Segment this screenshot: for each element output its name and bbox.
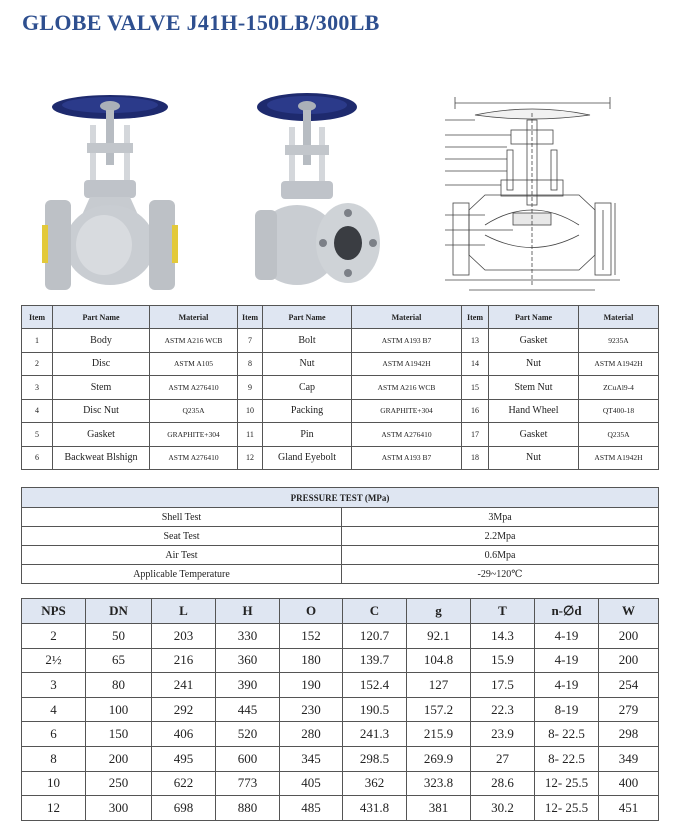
product-images: [0, 85, 675, 300]
dimension-cell: 292: [152, 697, 216, 722]
part-material: ASTM A276410: [150, 446, 238, 470]
dimension-cell: 345: [280, 746, 343, 771]
part-material: ASTM A105: [150, 352, 238, 376]
col-header-t: T: [471, 599, 535, 624]
dimension-cell: 92.1: [407, 624, 471, 649]
table-row: [22, 624, 659, 649]
valve-photo-front: [40, 85, 180, 295]
dimension-cell: 4-19: [535, 648, 599, 673]
part-name: Disc: [53, 352, 150, 376]
table-row: [22, 673, 659, 698]
item-number: 5: [22, 423, 53, 447]
valve-cross-section-drawing: [445, 85, 620, 300]
dimension-cell: 6: [22, 722, 86, 747]
dimension-cell: 4-19: [535, 624, 599, 649]
dimension-cell: 241: [152, 673, 216, 698]
dimension-cell: 152.4: [343, 673, 407, 698]
col-header-part-name: Part Name: [53, 306, 150, 329]
item-number: 3: [22, 376, 53, 400]
table-row: [22, 796, 659, 821]
item-number: 12: [238, 446, 263, 470]
table-row: [22, 423, 659, 447]
dimension-cell: 2½: [22, 648, 86, 673]
table-row: [22, 399, 659, 423]
col-header-g: g: [407, 599, 471, 624]
part-material: ASTM A216 WCB: [150, 329, 238, 353]
dimension-cell: 12- 25.5: [535, 796, 599, 821]
col-header-material: Material: [352, 306, 462, 329]
part-material: ASTM A1942H: [352, 352, 462, 376]
test-name: Seat Test: [22, 527, 342, 546]
table-row: [22, 648, 659, 673]
item-number: 17: [462, 423, 489, 447]
dimension-cell: 241.3: [343, 722, 407, 747]
valve-photo-angle: [245, 85, 385, 300]
part-material: Q235A: [579, 423, 659, 447]
dimension-cell: 80: [86, 673, 152, 698]
part-name: Gasket: [489, 329, 579, 353]
dimension-cell: 8- 22.5: [535, 722, 599, 747]
part-material: ASTM A193 B7: [352, 446, 462, 470]
part-material: QT400-18: [579, 399, 659, 423]
table-row: [22, 771, 659, 796]
col-header-material: Material: [150, 306, 238, 329]
dimension-cell: 200: [599, 648, 659, 673]
test-name: Shell Test: [22, 508, 342, 527]
dimension-cell: 14.3: [471, 624, 535, 649]
dimension-cell: 152: [280, 624, 343, 649]
table-row: [22, 376, 659, 400]
part-name: Bolt: [263, 329, 352, 353]
part-name: Backweat Blshign: [53, 446, 150, 470]
part-name: Body: [53, 329, 150, 353]
dimension-cell: 216: [152, 648, 216, 673]
part-name: Nut: [263, 352, 352, 376]
dimension-cell: 2: [22, 624, 86, 649]
col-header-part-name: Part Name: [263, 306, 352, 329]
col-header-c: C: [343, 599, 407, 624]
dimension-cell: 157.2: [407, 697, 471, 722]
dimension-cell: 298: [599, 722, 659, 747]
dimension-cell: 495: [152, 746, 216, 771]
dimension-cell: 27: [471, 746, 535, 771]
table-row: [22, 746, 659, 771]
test-name: Air Test: [22, 546, 342, 565]
pressure-test-header: PRESSURE TEST (MPa): [22, 488, 659, 508]
part-name: Pin: [263, 423, 352, 447]
dimension-cell: 880: [216, 796, 280, 821]
dimension-cell: 100: [86, 697, 152, 722]
part-material: ZCuAl9-4: [579, 376, 659, 400]
part-name: Nut: [489, 446, 579, 470]
dimension-cell: 200: [86, 746, 152, 771]
col-header-nps: NPS: [22, 599, 86, 624]
part-material: 9235A: [579, 329, 659, 353]
dimension-cell: 215.9: [407, 722, 471, 747]
part-name: Nut: [489, 352, 579, 376]
dimension-cell: 445: [216, 697, 280, 722]
dimension-cell: 28.6: [471, 771, 535, 796]
part-material: ASTM A193 B7: [352, 329, 462, 353]
part-name: Disc Nut: [53, 399, 150, 423]
table-row: [22, 697, 659, 722]
dimension-cell: 254: [599, 673, 659, 698]
part-name: Packing: [263, 399, 352, 423]
dimension-cell: 280: [280, 722, 343, 747]
dimension-cell: 139.7: [343, 648, 407, 673]
dimension-cell: 150: [86, 722, 152, 747]
dimension-cell: 50: [86, 624, 152, 649]
part-name: Hand Wheel: [489, 399, 579, 423]
test-name: Applicable Temperature: [22, 565, 342, 584]
dimension-cell: 65: [86, 648, 152, 673]
dimension-cell: 3: [22, 673, 86, 698]
table-row: [22, 565, 659, 584]
item-number: 4: [22, 399, 53, 423]
dimension-cell: 104.8: [407, 648, 471, 673]
dimension-cell: 8-19: [535, 697, 599, 722]
dimension-cell: 381: [407, 796, 471, 821]
item-number: 9: [238, 376, 263, 400]
table-row: [22, 446, 659, 470]
dimensions-table: [21, 598, 659, 821]
dimension-cell: 520: [216, 722, 280, 747]
col-header-item: Item: [462, 306, 489, 329]
table-row: [22, 329, 659, 353]
part-material: Q235A: [150, 399, 238, 423]
table-row: [22, 527, 659, 546]
dimension-cell: 30.2: [471, 796, 535, 821]
dimension-cell: 200: [599, 624, 659, 649]
dimension-cell: 431.8: [343, 796, 407, 821]
part-name: Stem Nut: [489, 376, 579, 400]
dimension-cell: 230: [280, 697, 343, 722]
test-value: 3Mpa: [342, 508, 659, 527]
table-row: [22, 508, 659, 527]
col-header-l: L: [152, 599, 216, 624]
item-number: 15: [462, 376, 489, 400]
item-number: 2: [22, 352, 53, 376]
col-header-w: W: [599, 599, 659, 624]
dimension-cell: 360: [216, 648, 280, 673]
dimension-cell: 600: [216, 746, 280, 771]
item-number: 1: [22, 329, 53, 353]
dimension-cell: 203: [152, 624, 216, 649]
dimension-cell: 390: [216, 673, 280, 698]
item-number: 10: [238, 399, 263, 423]
dimension-cell: 22.3: [471, 697, 535, 722]
col-header-item: Item: [22, 306, 53, 329]
dimension-cell: 8- 22.5: [535, 746, 599, 771]
test-value: 0.6Mpa: [342, 546, 659, 565]
dimension-cell: 330: [216, 624, 280, 649]
col-header-n-d: n-∅d: [535, 599, 599, 624]
col-header-dn: DN: [86, 599, 152, 624]
dimension-cell: 451: [599, 796, 659, 821]
dimension-cell: 298.5: [343, 746, 407, 771]
part-name: Stem: [53, 376, 150, 400]
table-row: [22, 546, 659, 565]
dimension-cell: 362: [343, 771, 407, 796]
item-number: 8: [238, 352, 263, 376]
part-material: ASTM A1942H: [579, 446, 659, 470]
part-material: GRAPHITE+304: [150, 423, 238, 447]
dimension-cell: 120.7: [343, 624, 407, 649]
part-name: Gland Eyebolt: [263, 446, 352, 470]
dimension-cell: 10: [22, 771, 86, 796]
table-row: [22, 722, 659, 747]
dimension-cell: 8: [22, 746, 86, 771]
dimension-cell: 773: [216, 771, 280, 796]
dimension-cell: 4-19: [535, 673, 599, 698]
parts-list-table: [21, 305, 659, 470]
dimension-cell: 485: [280, 796, 343, 821]
col-header-item: Item: [238, 306, 263, 329]
dimension-cell: 15.9: [471, 648, 535, 673]
dimension-cell: 300: [86, 796, 152, 821]
part-material: ASTM A276410: [150, 376, 238, 400]
item-number: 14: [462, 352, 489, 376]
part-material: ASTM A1942H: [579, 352, 659, 376]
pressure-test-table: [21, 487, 659, 584]
dimension-cell: 323.8: [407, 771, 471, 796]
dimension-cell: 250: [86, 771, 152, 796]
dimension-cell: 698: [152, 796, 216, 821]
dimension-cell: 349: [599, 746, 659, 771]
dimension-cell: 622: [152, 771, 216, 796]
dimension-cell: 406: [152, 722, 216, 747]
item-number: 13: [462, 329, 489, 353]
dimension-cell: 127: [407, 673, 471, 698]
col-header-material: Material: [579, 306, 659, 329]
test-value: 2.2Mpa: [342, 527, 659, 546]
part-material: GRAPHITE+304: [352, 399, 462, 423]
parts-header-row: [22, 306, 659, 329]
dimensions-header-row: [22, 599, 659, 624]
dimension-cell: 180: [280, 648, 343, 673]
test-value: -29~120℃: [342, 565, 659, 584]
page-title: GLOBE VALVE J41H-150LB/300LB: [22, 10, 380, 35]
item-number: 16: [462, 399, 489, 423]
item-number: 7: [238, 329, 263, 353]
table-row: [22, 352, 659, 376]
part-name: Cap: [263, 376, 352, 400]
part-material: ASTM A276410: [352, 423, 462, 447]
dimension-cell: 17.5: [471, 673, 535, 698]
dimension-cell: 4: [22, 697, 86, 722]
dimension-cell: 12- 25.5: [535, 771, 599, 796]
item-number: 18: [462, 446, 489, 470]
dimension-cell: 400: [599, 771, 659, 796]
col-header-o: O: [280, 599, 343, 624]
dimension-cell: 23.9: [471, 722, 535, 747]
dimension-cell: 190: [280, 673, 343, 698]
col-header-part-name: Part Name: [489, 306, 579, 329]
dimension-cell: 279: [599, 697, 659, 722]
part-name: Gasket: [489, 423, 579, 447]
part-material: ASTM A216 WCB: [352, 376, 462, 400]
dimension-cell: 190.5: [343, 697, 407, 722]
item-number: 11: [238, 423, 263, 447]
dimension-cell: 12: [22, 796, 86, 821]
item-number: 6: [22, 446, 53, 470]
dimension-cell: 269.9: [407, 746, 471, 771]
dimension-cell: 405: [280, 771, 343, 796]
part-name: Gasket: [53, 423, 150, 447]
col-header-h: H: [216, 599, 280, 624]
